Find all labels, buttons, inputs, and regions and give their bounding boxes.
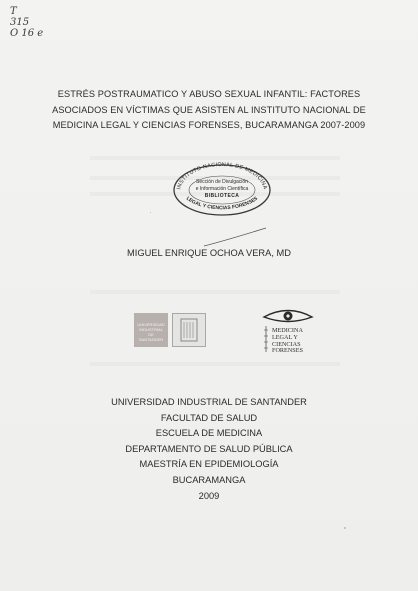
- medicina-legal-wordmark: [272, 328, 303, 355]
- uis-logo-text: INDUSTRIAL DE: [139, 327, 163, 337]
- stamp-line: BIBLIOTECA: [204, 193, 240, 199]
- eye-icon: [260, 306, 316, 326]
- institution-line: MAESTRÍA EN EPIDEMIOLOGÍA: [139, 459, 279, 470]
- wordmark-line: LEGAL Y: [272, 333, 298, 341]
- uis-logo-text: UNIVERSIDAD: [137, 322, 165, 327]
- author-name: MIGUEL ENRIQUE OCHOA VERA, MD: [127, 248, 291, 258]
- paper-speck: [344, 527, 346, 529]
- stamp-line: e Información Científica: [195, 186, 249, 192]
- paper-speck: [150, 212, 151, 213]
- institution-line: DEPARTAMENTO DE SALUD PÚBLICA: [125, 443, 293, 454]
- library-stamp: [170, 158, 274, 216]
- wordmark-line: CIENCIAS: [272, 340, 301, 348]
- uis-logo-block: [134, 313, 168, 347]
- logo-vertical-mark: [262, 326, 270, 352]
- handwritten-call-number: [10, 6, 80, 39]
- wordmark-line: MEDICINA: [272, 327, 303, 334]
- signature-stroke: [200, 226, 270, 248]
- medicina-legal-logo: [260, 306, 316, 356]
- thesis-title: [40, 87, 378, 134]
- title-line: ESTRÉS POSTRAUMATICO Y ABUSO SEXUAL INFANTIL: FACTORES: [57, 89, 361, 99]
- handwritten-line: T: [10, 6, 17, 17]
- wordmark-line: FORENSES: [272, 347, 303, 355]
- institution-line: UNIVERSIDAD INDUSTRIAL DE SANTANDER: [111, 397, 307, 407]
- uis-logo: [134, 313, 206, 347]
- stamp-arc-bottom: LEGAL Y CIENCIAS FORENSES: [184, 195, 260, 212]
- institution-block: [40, 395, 378, 504]
- institution-line: BUCARAMANGA: [172, 474, 246, 485]
- institution-line: ESCUELA DE MEDICINA: [155, 428, 263, 439]
- institution-line: 2009: [198, 490, 220, 501]
- uis-seal-icon: [172, 313, 206, 347]
- handwritten-line: O 16 e: [10, 28, 44, 39]
- show-through-line: [90, 362, 340, 366]
- institution-line: FACULTAD DE SALUD: [160, 412, 258, 423]
- show-through-line: [90, 290, 340, 294]
- handwritten-line: 315: [10, 17, 30, 28]
- title-line: MEDICINA LEGAL Y CIENCIAS FORENSES, BUCARAMANGA 2007-2009: [52, 120, 366, 130]
- stamp-arc-top: INSTITUTO NACIONAL DE MEDICINA: [176, 161, 268, 191]
- stamp-line: Sección de Divulgación: [196, 179, 248, 185]
- uis-logo-text: SANTANDER: [138, 337, 164, 342]
- title-line: ASOCIADOS EN VÍCTIMAS QUE ASISTEN AL INSTITUTO NACIONAL DE: [52, 104, 366, 115]
